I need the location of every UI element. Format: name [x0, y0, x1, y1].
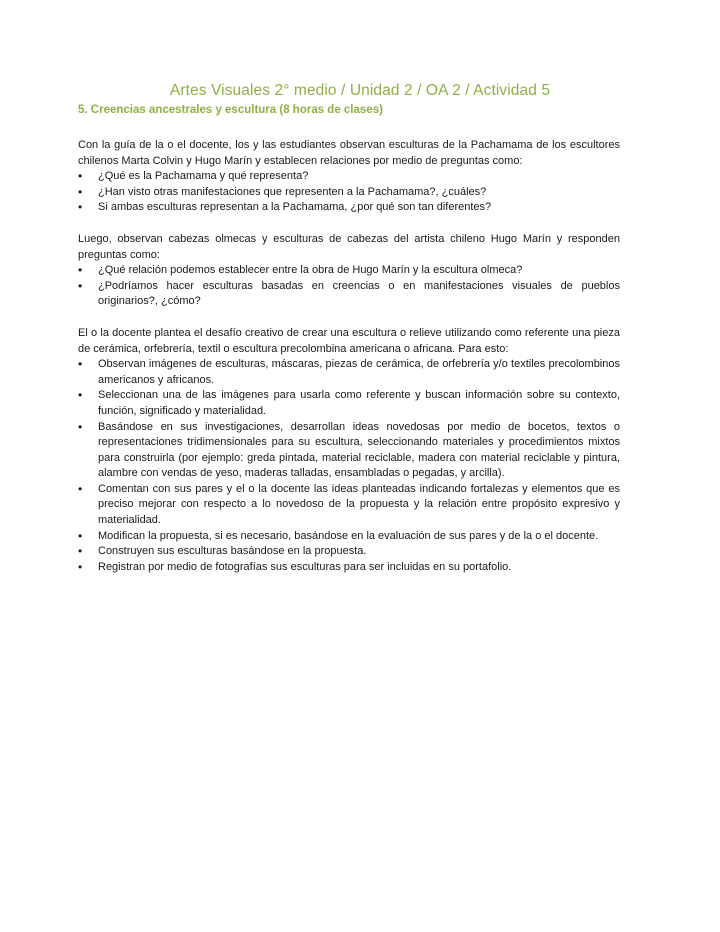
spacer	[78, 216, 620, 232]
section2-list	[78, 263, 620, 310]
list-item: • ¿Qué relación podemos establecer entre la obra de Hugo Marín y la escultura olmeca?	[78, 263, 620, 279]
section-subtitle: 5. Creencias ancestrales y escultura (8 horas de clases)	[78, 104, 383, 116]
section3-intro: El o la docente plantea el desafío creativo de crear una escultura o relieve utilizando como referente una pieza de cerámica, orfebrería, textil o escultura precolombina americana o africana. Para esto:	[78, 326, 620, 355]
list-item: • Modifican la propuesta, si es necesario, basándose en la evaluación de sus pares y de la o el docente.	[78, 529, 620, 545]
list-item: • Registran por medio de fotografías sus esculturas para ser incluidas en su portafolio.	[78, 560, 620, 576]
spacer	[78, 310, 620, 326]
section1-intro: Con la guía de la o el docente, los y las estudiantes observan esculturas de la Pachamama de los escultores chilenos Marta Colvin y Hugo Marín y establecen relaciones por medio de preguntas como:	[78, 139, 620, 167]
list-item: • Comentan con sus pares y el o la docente las ideas planteadas indicando fortalezas y elementos que es preciso mejorar con respecto a lo novedoso de la propuesta y la relación entre propósito expresivo y materialidad.	[78, 482, 620, 529]
section1-list	[78, 169, 620, 216]
list-item: • ¿Han visto otras manifestaciones que representen a la Pachamama?, ¿cuáles?	[78, 185, 620, 201]
list-item: • Si ambas esculturas representan a la Pachamama, ¿por qué son tan diferentes?	[78, 200, 620, 216]
list-item: • Observan imágenes de esculturas, máscaras, piezas de cerámica, de orfebrería y/o textiles precolombinos americanos y africanos.	[78, 357, 620, 388]
page-title: Artes Visuales 2° medio / Unidad 2 / OA 2 / Actividad 5	[169, 82, 551, 99]
list-item: • ¿Qué es la Pachamama y qué representa?	[78, 169, 620, 185]
list-item: • Basándose en sus investigaciones, desarrollan ideas novedosas por medio de bocetos, textos o representaciones tridimensionales para su escultura, seleccionando materiales y procedimientos mixtos para construirla (por ejemplo: greda pintada, material reciclable, madera con material reciclable y pintura, alambre con vendas de yeso, maderas talladas, ensambladas o pegadas, y arcilla).	[78, 420, 620, 482]
section3-list	[78, 357, 620, 575]
list-item: • Seleccionan una de las imágenes para usarla como referente y buscan información sobre su contexto, función, significado y materialidad.	[78, 388, 620, 419]
list-item: • Construyen sus esculturas basándose en la propuesta.	[78, 544, 620, 560]
section2-intro: Luego, observan cabezas olmecas y esculturas de cabezas del artista chileno Hugo Marín y responden preguntas como:	[78, 232, 620, 261]
list-item: • ¿Podríamos hacer esculturas basadas en creencias o en manifestaciones visuales de pueblos originarios?, ¿cómo?	[78, 279, 620, 310]
document-body	[78, 138, 620, 575]
